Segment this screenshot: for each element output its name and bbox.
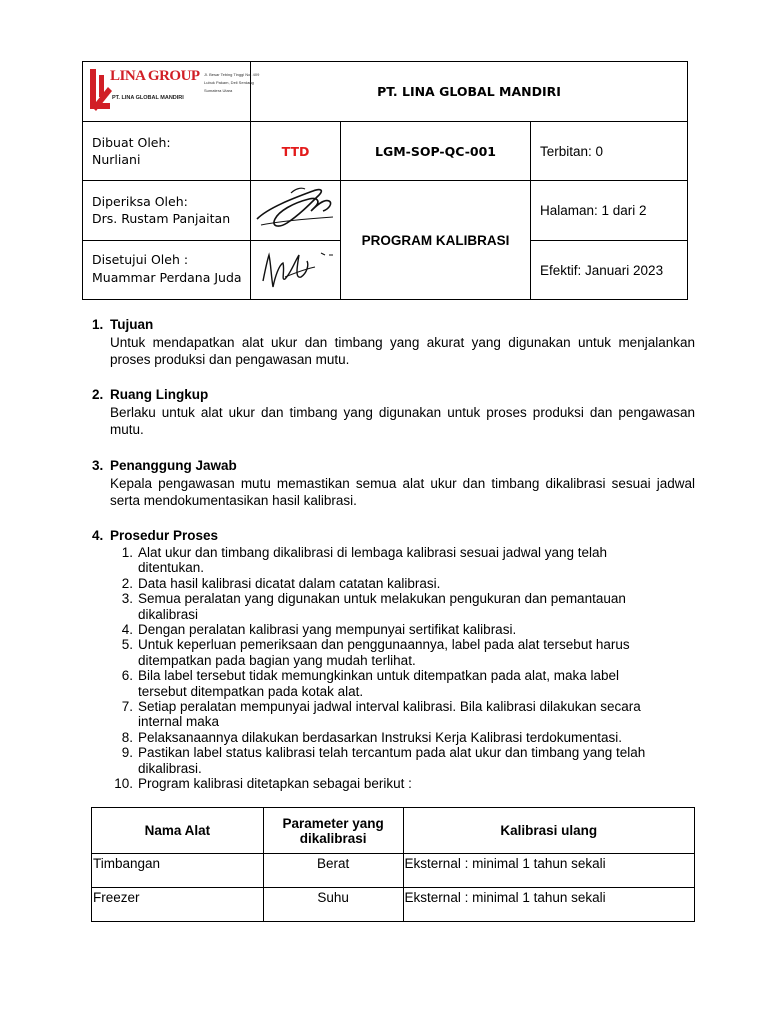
section-body: Untuk mendapatkan alat ukur dan timbang yang akurat yang digunakan untuk menjalankan proses produksi dan pengawasan mutu. xyxy=(110,334,695,367)
header-parameter: Parameter yang dikalibrasi xyxy=(263,808,403,854)
divider xyxy=(530,121,531,299)
cell-parameter: Suhu xyxy=(263,888,403,922)
logo-address-line: Lubuk Pakam, Deli Serdang xyxy=(204,80,254,85)
made-by-name: Nurliani xyxy=(92,152,141,167)
logo-brand: LINA GROUP xyxy=(110,68,200,84)
checked-by-name: Drs. Rustam Panjaitan xyxy=(92,211,231,226)
procedure-step: 1. Alat ukur dan timbang dikalibrasi di lembaga kalibrasi sesuai jadwal yang telah ditentukan. xyxy=(121,545,608,576)
document-code: LGM-SOP-QC-001 xyxy=(375,143,496,159)
procedure-list xyxy=(111,545,671,792)
header-interval: Kalibrasi ulang xyxy=(403,808,694,854)
section-body: Kepala pengawasan mutu memastikan semua alat ukur dan timbang dikalibrasi sesuai jadwal serta mendokumentasikan hasil kalibrasi. xyxy=(110,475,695,508)
table-row xyxy=(92,854,695,888)
company-logo xyxy=(88,67,260,115)
approved-by-label: Disetujui Oleh : xyxy=(92,252,189,267)
signature-checked-image xyxy=(251,181,340,240)
made-by-label: Dibuat Oleh: xyxy=(92,135,171,150)
section-heading: 1. Tujuan xyxy=(92,317,154,332)
approved-by-block xyxy=(92,251,250,287)
section-ruang-lingkup xyxy=(92,386,695,439)
logo-address-line: Sumatera Utara xyxy=(204,88,233,93)
signature-icon xyxy=(251,181,340,240)
edition: Terbitan: 0 xyxy=(540,143,604,159)
checked-by-block xyxy=(92,193,247,227)
section-heading: 2. Ruang Lingkup xyxy=(92,387,209,402)
calibration-table xyxy=(91,807,695,922)
procedure-step: 2. Data hasil kalibrasi dicatat dalam catatan kalibrasi. xyxy=(121,575,441,591)
cell-tool: Freezer xyxy=(92,888,264,922)
procedure-step: 7. Setiap peralatan mempunyai jadwal interval kalibrasi. Bila kalibrasi dilakukan secara internal maka xyxy=(121,699,641,730)
cell-interval: Eksternal : minimal 1 tahun sekali xyxy=(403,888,694,922)
procedure-step: 3. Semua peralatan yang digunakan untuk melakukan pengukuran dan pemantauan dikalibrasi xyxy=(121,591,626,622)
section-body: Berlaku untuk alat ukur dan timbang yang digunakan untuk proses produksi dan pengawasan mutu. xyxy=(110,404,695,437)
procedure-step: 5. Untuk keperluan pemeriksaan dan penggunaannya, label pada alat tersebut harus ditempatkan pada bagian yang mudah terlihat. xyxy=(121,637,630,668)
signature-approved-image xyxy=(251,241,340,299)
checked-by-label: Diperiksa Oleh: xyxy=(92,194,188,209)
procedure-step: 10. Program kalibrasi ditetapkan sebagai berikut : xyxy=(114,776,412,792)
approved-by-name: Muammar Perdana Juda xyxy=(92,270,242,285)
procedure-step: 4. Dengan peralatan kalibrasi yang mempunyai sertifikat kalibrasi. xyxy=(121,622,517,638)
section-prosedur-proses xyxy=(92,527,695,545)
page-info: Halaman: 1 dari 2 xyxy=(540,203,647,218)
section-heading: 3. Penanggung Jawab xyxy=(92,458,237,473)
logo-address xyxy=(204,71,259,95)
section-heading: 4. Prosedur Proses xyxy=(92,528,219,543)
header-tool: Nama Alat xyxy=(92,808,264,854)
procedure-step: 6. Bila label tersebut tidak memungkinkan untuk ditempatkan pada alat, maka label tersebut ditempatkan pada kotak alat. xyxy=(121,668,620,699)
signature-icon xyxy=(251,241,340,299)
logo-address-line: Jl. Besar Tebing Tinggi No. 409 xyxy=(204,72,260,77)
section-tujuan xyxy=(92,316,695,369)
table-row xyxy=(92,888,695,922)
cell-tool: Timbangan xyxy=(92,854,264,888)
cell-interval: Eksternal : minimal 1 tahun sekali xyxy=(403,854,694,888)
company-name: PT. LINA GLOBAL MANDIRI xyxy=(377,84,561,99)
table-header-row xyxy=(92,808,695,854)
procedure-step: 8. Pelaksanaannya dilakukan berdasarkan Instruksi Kerja Kalibrasi terdokumentasi. xyxy=(121,729,623,745)
procedure-step: 9. Pastikan label status kalibrasi telah tercantum pada alat ukur dan timbang yang telah dikalibrasi. xyxy=(121,745,646,776)
effective-date: Efektif: Januari 2023 xyxy=(540,262,664,278)
section-penanggung-jawab xyxy=(92,457,695,510)
document-title: PROGRAM KALIBRASI xyxy=(361,232,510,248)
signature-ttd: TTD xyxy=(281,143,310,159)
made-by-block xyxy=(92,134,247,168)
cell-parameter: Berat xyxy=(263,854,403,888)
logo-subtitle: PT. LINA GLOBAL MANDIRI xyxy=(112,95,184,101)
